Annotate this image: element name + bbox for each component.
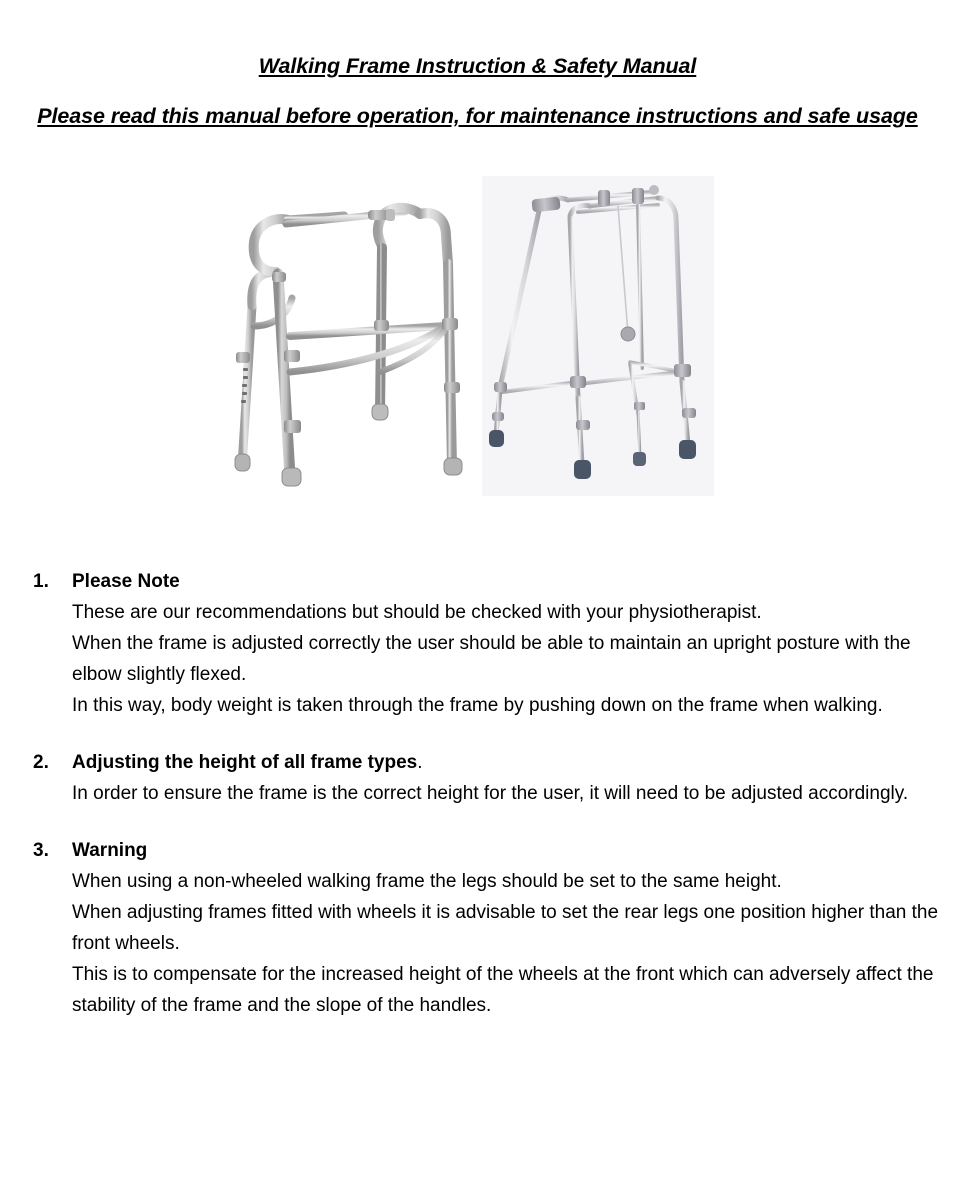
page-subtitle: Please read this manual before operation, for maintenance instructions and safe usage: [37, 103, 918, 128]
section-paragraph: These are our recommendations but should be checked with your physiotherapist.: [72, 602, 762, 624]
section-heading-text: Adjusting the height of all frame types: [72, 752, 418, 774]
walking-frame-folding-illustration: [230, 176, 490, 506]
page-title: Walking Frame Instruction & Safety Manual: [258, 54, 697, 78]
instruction-list: [0, 566, 955, 1021]
section-paragraph: When adjusting frames fitted with wheels it is advisable to set the rear legs one position higher than the front wheels.: [72, 902, 939, 955]
frame-feet-right: [489, 430, 696, 479]
section-heading-text: Please Note: [72, 571, 180, 593]
hinge-detail: [368, 209, 395, 221]
section-item: [33, 747, 939, 809]
section-paragraph: In order to ensure the frame is the correct height for the user, it will need to be adjusted accordingly.: [72, 783, 909, 805]
section-item: [33, 566, 939, 721]
walking-frame-narrow-illustration: [482, 176, 714, 496]
section-paragraph: When using a non-wheeled walking frame the legs should be set to the same height.: [72, 871, 782, 893]
section-paragraph: In this way, body weight is taken through the frame by pushing down on the frame when walking.: [72, 695, 883, 717]
product-figure: [0, 176, 955, 506]
section-heading-tail: .: [417, 752, 423, 774]
section-paragraph: When the frame is adjusted correctly the user should be able to maintain an upright posture with the elbow slightly flexed.: [72, 633, 911, 686]
adjustment-collars: [236, 272, 460, 433]
section-heading: [72, 835, 939, 866]
section-number: 3.: [33, 840, 49, 862]
section-heading: [72, 566, 939, 597]
section-item: [33, 835, 939, 1021]
section-heading-text: Warning: [72, 840, 148, 862]
section-number: 2.: [33, 752, 49, 774]
section-paragraph: This is to compensate for the increased height of the wheels at the front which can adversely affect the stability of the frame and the slope of the handles.: [72, 964, 934, 1017]
section-number: 1.: [33, 571, 49, 593]
section-heading: [72, 747, 939, 778]
release-knob: [621, 327, 635, 341]
frame-feet: [235, 404, 462, 486]
